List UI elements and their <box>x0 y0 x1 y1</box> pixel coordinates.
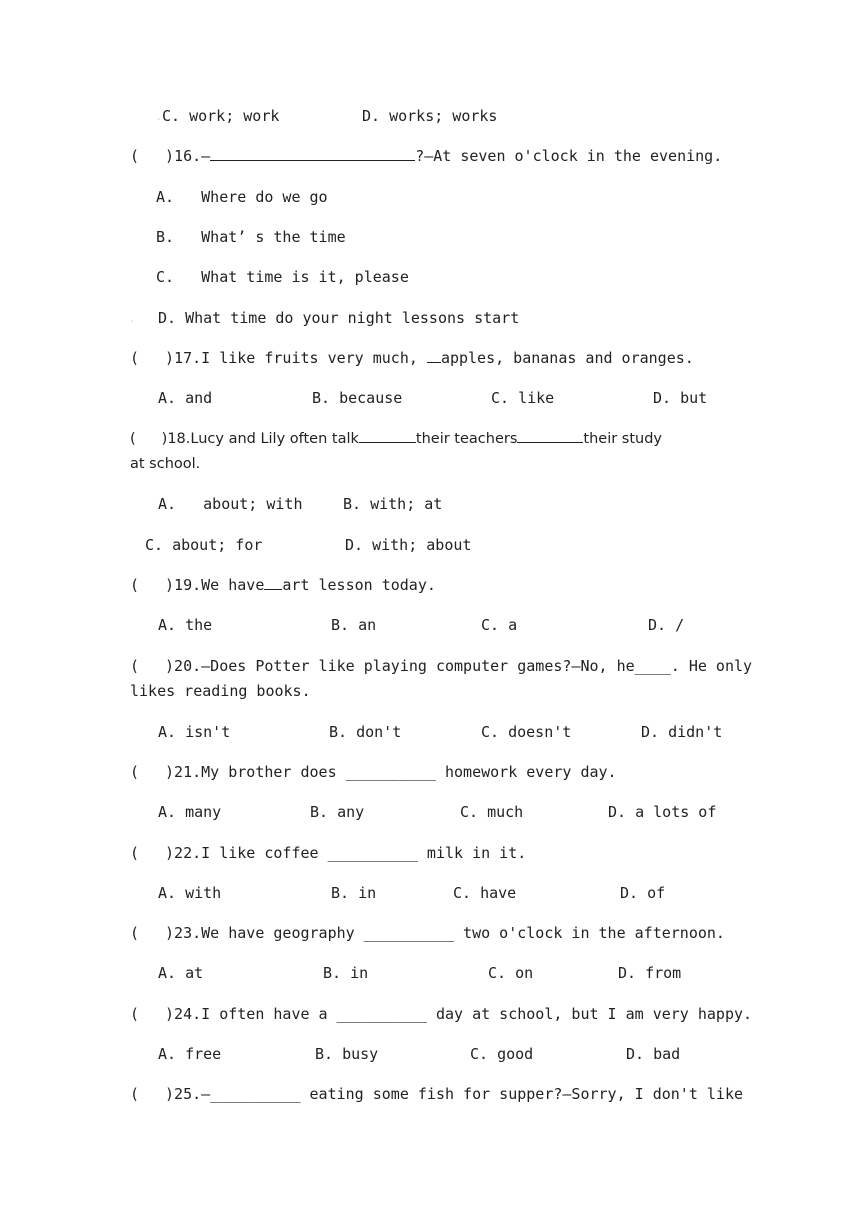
option-d: D. of <box>620 884 666 902</box>
question-18: ( )18.Lucy and Lily often talk their teachers their study <box>130 428 662 449</box>
option-a: A. with <box>158 884 222 902</box>
question-20-line2: likes reading books. <box>130 682 311 700</box>
option-a: A. isn't <box>158 723 231 741</box>
option-c: C. doesn't <box>481 723 572 741</box>
question-20: ( )20.—Does Potter like playing computer games?—No, he____. He only <box>130 657 753 675</box>
option-c: C. about; for <box>145 536 263 554</box>
option-c: C. a <box>481 616 518 634</box>
option-d: D. a lots of <box>608 803 717 821</box>
stray-mark: · <box>130 318 134 325</box>
option-c: C. much <box>460 803 524 821</box>
answer-paren: ( <box>130 431 136 447</box>
answer-paren: ( <box>130 1005 140 1023</box>
answer-paren: ( <box>130 657 140 675</box>
answer-paren: ( <box>130 763 140 781</box>
option-c: C. good <box>470 1045 534 1063</box>
question-19: ( )19.We have art lesson today. <box>130 576 436 594</box>
option-a: A. about; with <box>158 495 303 513</box>
answer-blank <box>264 575 282 590</box>
option-c: C. on <box>488 964 534 982</box>
option-b: B. an <box>331 616 377 634</box>
question-17: ( )17.I like fruits very much, apples, bananas and oranges. <box>130 349 694 367</box>
option-a: A. at <box>158 964 204 982</box>
option-a: A. Where do we go <box>156 188 328 206</box>
answer-blank <box>427 348 441 363</box>
answer-blank <box>210 146 415 161</box>
question-18-line2: at school. <box>130 456 201 472</box>
option-a: A. free <box>158 1045 222 1063</box>
stray-mark: · <box>157 116 161 123</box>
option-d: D. works; works <box>362 107 498 125</box>
answer-paren: ( <box>130 349 140 367</box>
option-d: D. didn't <box>641 723 723 741</box>
option-c: C. What time is it, please <box>156 268 409 286</box>
option-b: B. because <box>312 389 403 407</box>
answer-paren: ( <box>130 924 140 942</box>
option-a: A. many <box>158 803 222 821</box>
option-d: D. from <box>618 964 682 982</box>
question-24: ( )24.I often have a __________ day at school, but I am very happy. <box>130 1005 753 1023</box>
option-c: C. work; work <box>162 107 280 125</box>
question-22: ( )22.I like coffee __________ milk in it. <box>130 844 527 862</box>
option-a: A. and <box>158 389 213 407</box>
option-d: D. / <box>648 616 685 634</box>
question-16: ( )16.— ?—At seven o'clock in the evening. <box>130 147 723 165</box>
option-b: B. busy <box>315 1045 379 1063</box>
answer-paren: ( <box>130 1085 140 1103</box>
answer-paren: ( <box>130 576 140 594</box>
question-21: ( )21.My brother does __________ homework every day. <box>130 763 617 781</box>
option-b: B. in <box>323 964 369 982</box>
question-23: ( )23.We have geography __________ two o'clock in the afternoon. <box>130 924 725 942</box>
option-a: A. the <box>158 616 213 634</box>
answer-paren: ( <box>130 844 140 862</box>
answer-paren: ( <box>130 147 140 165</box>
answer-blank <box>517 428 583 443</box>
option-c: C. have <box>453 884 517 902</box>
option-c: C. like <box>491 389 555 407</box>
option-b: B. any <box>310 803 365 821</box>
option-d: D. bad <box>626 1045 681 1063</box>
option-b: B. don't <box>329 723 402 741</box>
option-b: B. What’ s the time <box>156 228 346 246</box>
option-b: B. with; at <box>343 495 443 513</box>
option-d: D. What time do your night lessons start <box>158 309 520 327</box>
question-25: ( )25.—__________ eating some fish for supper?—Sorry, I don't like <box>130 1085 743 1103</box>
option-d: D. but <box>653 389 708 407</box>
option-d: D. with; about <box>345 536 472 554</box>
answer-blank <box>359 428 416 443</box>
option-b: B. in <box>331 884 377 902</box>
